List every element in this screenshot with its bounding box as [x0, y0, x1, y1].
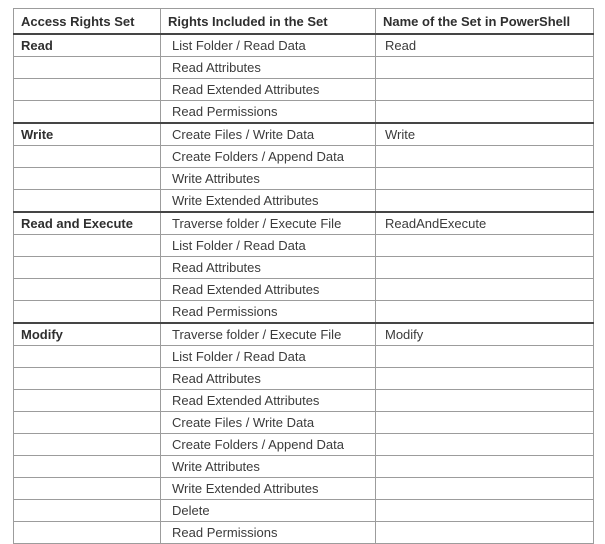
- powershell-name-cell: [376, 256, 594, 278]
- right-included-cell: Create Folders / Append Data: [161, 433, 376, 455]
- table-row: [14, 100, 594, 123]
- powershell-name-cell: [376, 300, 594, 323]
- powershell-name-cell: Read: [376, 34, 594, 57]
- table-row: [14, 234, 594, 256]
- powershell-name-cell: Modify: [376, 323, 594, 346]
- column-header-access-rights-set: Access Rights Set: [14, 9, 161, 34]
- right-included-cell: Read Extended Attributes: [161, 278, 376, 300]
- set-name-cell: [14, 56, 161, 78]
- powershell-name-cell: [376, 477, 594, 499]
- table-row: [14, 455, 594, 477]
- access-rights-table: [13, 8, 594, 544]
- table-row: [14, 477, 594, 499]
- right-included-cell: Write Attributes: [161, 455, 376, 477]
- powershell-name-cell: [376, 78, 594, 100]
- set-name-cell: [14, 167, 161, 189]
- set-name-cell: [14, 145, 161, 167]
- right-included-cell: Read Permissions: [161, 300, 376, 323]
- powershell-name-cell: [376, 145, 594, 167]
- table-row: [14, 212, 594, 235]
- right-included-cell: List Folder / Read Data: [161, 345, 376, 367]
- set-name-cell: [14, 477, 161, 499]
- table-row: [14, 189, 594, 212]
- table-row: [14, 278, 594, 300]
- powershell-name-cell: [376, 433, 594, 455]
- right-included-cell: Read Permissions: [161, 521, 376, 543]
- powershell-name-cell: [376, 167, 594, 189]
- powershell-name-cell: [376, 234, 594, 256]
- right-included-cell: Traverse folder / Execute File: [161, 212, 376, 235]
- table-body: [14, 34, 594, 544]
- set-name-cell: [14, 455, 161, 477]
- right-included-cell: Write Extended Attributes: [161, 477, 376, 499]
- table-row: [14, 323, 594, 346]
- table-row: [14, 56, 594, 78]
- set-name-cell: [14, 389, 161, 411]
- set-name-cell: [14, 367, 161, 389]
- table-row: [14, 411, 594, 433]
- set-name-cell: [14, 345, 161, 367]
- powershell-name-cell: Write: [376, 123, 594, 146]
- table-row: [14, 389, 594, 411]
- right-included-cell: Read Attributes: [161, 367, 376, 389]
- set-name-cell: Read and Execute: [14, 212, 161, 235]
- table-row: [14, 167, 594, 189]
- right-included-cell: Create Files / Write Data: [161, 411, 376, 433]
- column-header-powershell-name: Name of the Set in PowerShell: [376, 9, 594, 34]
- table-row: [14, 34, 594, 57]
- powershell-name-cell: [376, 411, 594, 433]
- set-name-cell: [14, 433, 161, 455]
- set-name-cell: [14, 100, 161, 123]
- set-name-cell: Modify: [14, 323, 161, 346]
- right-included-cell: List Folder / Read Data: [161, 34, 376, 57]
- right-included-cell: Read Permissions: [161, 100, 376, 123]
- table-row: [14, 433, 594, 455]
- right-included-cell: Read Extended Attributes: [161, 78, 376, 100]
- right-included-cell: Create Files / Write Data: [161, 123, 376, 146]
- right-included-cell: Traverse folder / Execute File: [161, 323, 376, 346]
- powershell-name-cell: ReadAndExecute: [376, 212, 594, 235]
- set-name-cell: Read: [14, 34, 161, 57]
- right-included-cell: Write Extended Attributes: [161, 189, 376, 212]
- powershell-name-cell: [376, 189, 594, 212]
- right-included-cell: Read Attributes: [161, 56, 376, 78]
- powershell-name-cell: [376, 499, 594, 521]
- right-included-cell: List Folder / Read Data: [161, 234, 376, 256]
- table-row: [14, 499, 594, 521]
- right-included-cell: Create Folders / Append Data: [161, 145, 376, 167]
- column-header-rights-included: Rights Included in the Set: [161, 9, 376, 34]
- table-row: [14, 300, 594, 323]
- powershell-name-cell: [376, 345, 594, 367]
- table-row: [14, 256, 594, 278]
- powershell-name-cell: [376, 389, 594, 411]
- powershell-name-cell: [376, 278, 594, 300]
- set-name-cell: Write: [14, 123, 161, 146]
- right-included-cell: Delete: [161, 499, 376, 521]
- set-name-cell: [14, 78, 161, 100]
- set-name-cell: [14, 189, 161, 212]
- powershell-name-cell: [376, 521, 594, 543]
- right-included-cell: Write Attributes: [161, 167, 376, 189]
- right-included-cell: Read Attributes: [161, 256, 376, 278]
- set-name-cell: [14, 234, 161, 256]
- table-row: [14, 78, 594, 100]
- set-name-cell: [14, 521, 161, 543]
- set-name-cell: [14, 300, 161, 323]
- set-name-cell: [14, 256, 161, 278]
- powershell-name-cell: [376, 455, 594, 477]
- set-name-cell: [14, 278, 161, 300]
- right-included-cell: Read Extended Attributes: [161, 389, 376, 411]
- table-row: [14, 521, 594, 543]
- powershell-name-cell: [376, 56, 594, 78]
- table-row: [14, 123, 594, 146]
- table-row: [14, 367, 594, 389]
- table-row: [14, 145, 594, 167]
- set-name-cell: [14, 499, 161, 521]
- header-row: [14, 9, 594, 34]
- set-name-cell: [14, 411, 161, 433]
- powershell-name-cell: [376, 367, 594, 389]
- powershell-name-cell: [376, 100, 594, 123]
- table-row: [14, 345, 594, 367]
